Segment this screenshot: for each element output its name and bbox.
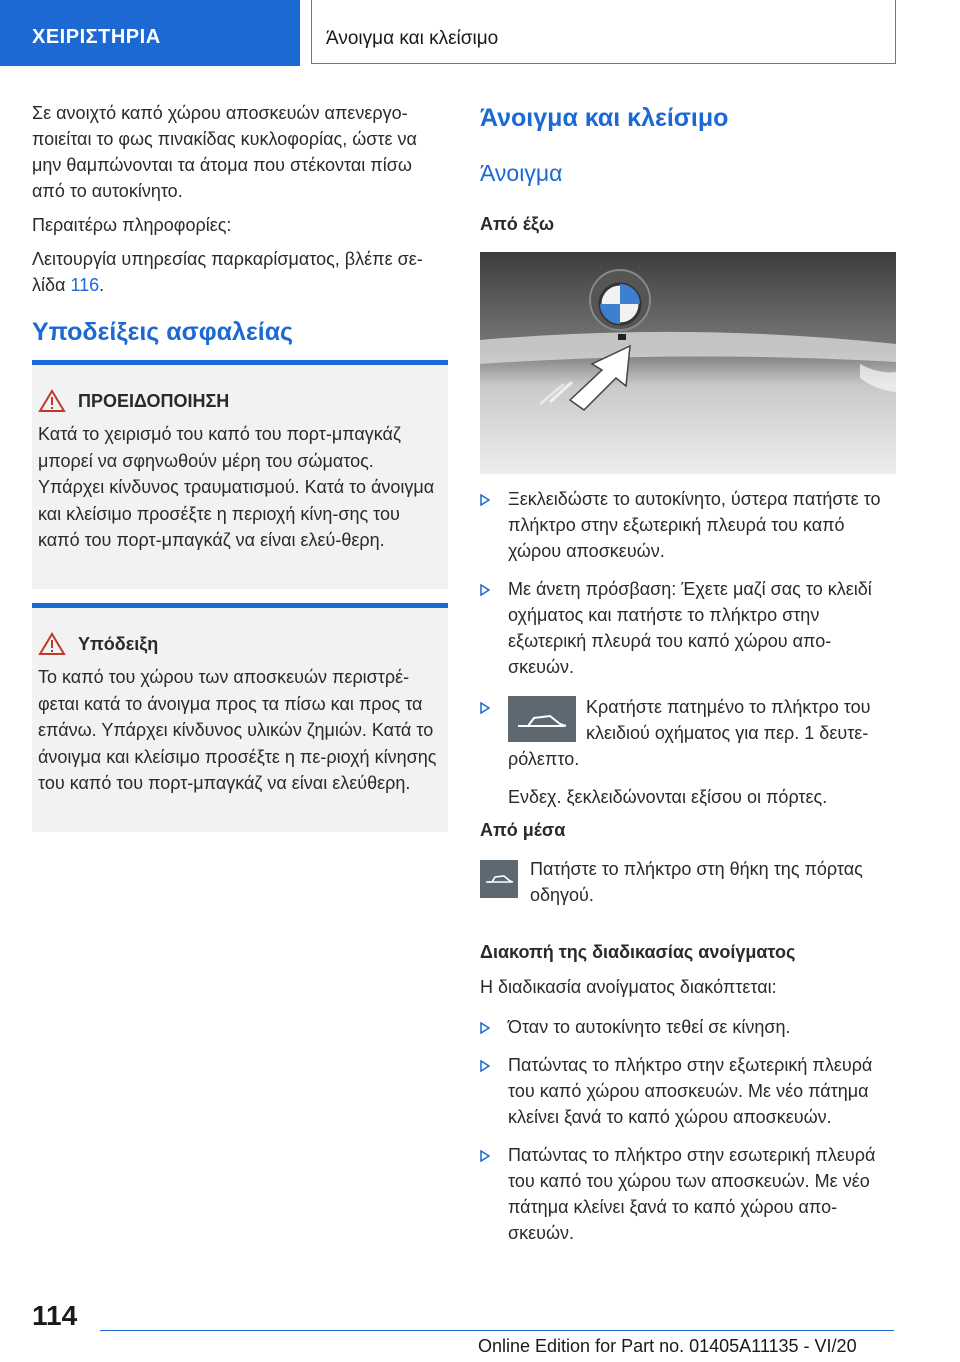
header-chapter-box [311,0,896,64]
caution-icon [38,632,66,656]
more-info-paragraph: Περαιτέρω πληροφορίες: [32,215,232,235]
reference-paragraph [32,246,448,298]
main-heading: Άνοιγμα και κλείσιμο [480,104,729,132]
left-intro [32,100,448,306]
triangle-bullet-icon [480,494,490,506]
footer-divider [100,1330,894,1331]
list-item [480,694,896,810]
list-item [480,1014,896,1040]
notice-text: Το καπό του χώρου των αποσκευών περιστρέ-φεται κατά το άνοιγμα προς τα πίσω και προς τα επάνω. Υπάρχει κίνδυνος υλικών ζημιών. Κατά το άνοιγμα και κλείσιμο προσέξτε η πε-ριοχή κίνησης του καπό του πορτ-μπαγκάζ να είναι ελεύθερη. [38,667,437,793]
list-item-text: Πατώντας το πλήκτρο στην εσωτερική πλευρά του καπό του χώρου των αποσκευών. Με νέο πάτημα κλείνει ξανά το καπό χώρου απο-σκευών. [508,1145,876,1243]
sub-heading: Άνοιγμα [480,160,563,186]
reference-prefix: Λειτουργία υπηρεσίας παρκαρίσματος, βλέπε σε-λίδα [32,249,423,295]
warning-icon [38,389,66,413]
inside-title: Από μέσα [480,820,566,840]
inside-text: Πατήστε το πλήκτρο στη θήκη της πόρτας οδηγού. [530,859,863,905]
outside-title: Από έξω [480,214,555,234]
list-item [480,486,896,564]
reference-suffix: . [99,275,105,295]
page-number: 114 [32,1300,78,1331]
warning-title: ΠΡΟΕΙΔΟΠΟΙΗΣΗ [78,391,230,411]
list-item-text: Πατώντας το πλήκτρο στην εξωτερική πλευρά του καπό χώρου αποσκευών. Με νέο πάτημα κλείνει ξανά το καπό χώρου αποσκευών. [508,1055,873,1127]
triangle-bullet-icon [480,702,490,714]
header-chapter-label: Άνοιγμα και κλείσιμο [326,28,499,49]
interrupt-title: Διακοπή της διαδικασίας ανοίγματος [480,942,796,962]
key-item-text: Κρατήστε πατημένο το πλήκτρο του κλειδιού οχήματος για περ. 1 δευτε-ρόλεπτο. [508,697,871,769]
list-item [480,576,896,680]
warning-text: Κατά το χειρισμό του καπό του πορτ-μπαγκάζ μπορεί να σφηνωθούν μέρη του σώματος. Υπάρχει κίνδυνος τραυματισμού. Κατά το άνοιγμα και κλείσιμο προσέξτε η περιοχή κίνη-σης του καπό του πορτ-μπαγκάζ να είναι ελεύ-θερη. [38,424,435,550]
safety-heading: Υποδείξεις ασφαλείας [32,318,294,346]
triangle-bullet-icon [480,1060,490,1072]
warning-box [32,365,448,589]
trunk-photo [480,252,896,474]
list-item [480,1142,896,1246]
trunk-illustration [480,252,896,474]
key-trunk-button-icon [508,696,576,742]
key-item-note: Ενδεχ. ξεκλειδώνονται εξίσου οι πόρτες. [508,787,828,807]
list-item-text: Ξεκλειδώστε το αυτοκίνητο, ύστερα πατήστε το πλήκτρο στην εξωτερική πλευρά του καπό χώρου αποσκευών. [508,489,881,561]
triangle-bullet-icon [480,1150,490,1162]
notice-box [32,608,448,832]
interrupt-section [480,974,896,1258]
edition-text: Online Edition for Part no. 01405A11135 - VI/20 [478,1336,857,1356]
list-item-text: Όταν το αυτοκίνητο τεθεί σε κίνηση. [508,1017,791,1037]
notice-title: Υπόδειξη [78,634,159,654]
triangle-bullet-icon [480,1022,490,1034]
intro-paragraph: Σε ανοιχτό καπό χώρου αποσκευών απενεργο-ποιείται το φως πινακίδας κυκλοφορίας, ώστε να μην θαμπώνονται τα άτομα που στέκονται πίσω από το αυτοκίνητο. [32,103,417,201]
header-section-label: ΧΕΙΡΙΣΤΗΡΙΑ [32,26,161,48]
list-item [480,1052,896,1130]
header-section-tab [0,0,300,66]
triangle-bullet-icon [480,584,490,596]
interrupt-intro: Η διαδικασία ανοίγματος διακόπτεται: [480,977,777,997]
outside-instructions [480,486,896,822]
door-trunk-button-icon [480,860,518,898]
page-link[interactable]: 116 [70,275,100,295]
list-item-text: Με άνετη πρόσβαση: Έχετε μαζί σας το κλειδί οχήματος και πατήστε το πλήκτρο στην εξωτερική πλευρά του καπό χώρου απο-σκευών. [508,579,872,677]
